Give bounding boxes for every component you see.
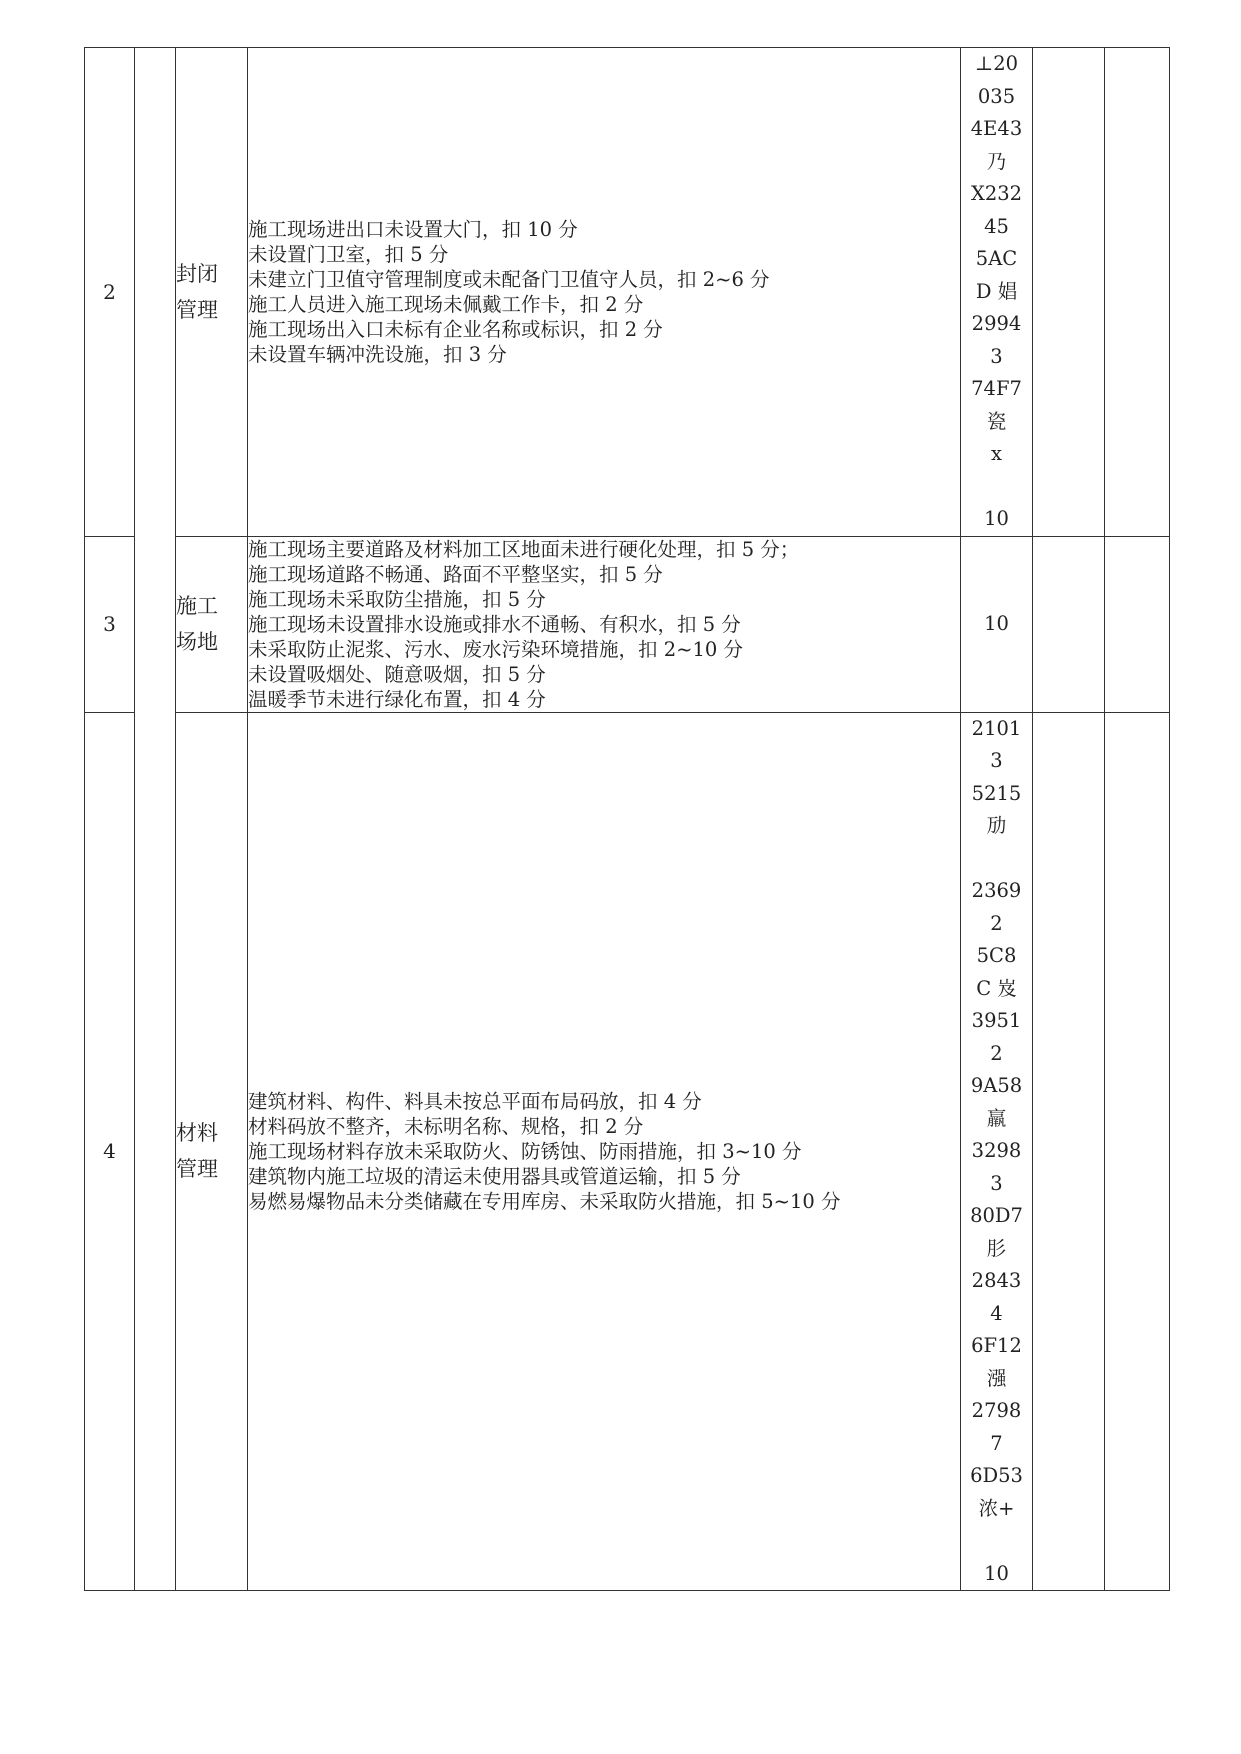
score-line: 3298 xyxy=(971,1139,1022,1162)
standard-line: 施工人员进入施工现场未佩戴工作卡，扣 2 分 xyxy=(248,292,644,316)
score-cell xyxy=(961,48,1033,537)
score-line: 羸 xyxy=(986,1106,1007,1130)
score-line: ⊥20 xyxy=(974,52,1019,75)
score-line: 10 xyxy=(984,611,1009,635)
score-cell xyxy=(961,712,1033,1591)
standard-line: 施工现场主要道路及材料加工区地面未进行硬化处理，扣 5 分； xyxy=(248,537,800,561)
score-line: 3 xyxy=(990,344,1003,368)
score-line: D 娼 xyxy=(975,279,1018,303)
standard-line: 未采取防止泥浆、污水、废水污染环境措施，扣 2~10 分 xyxy=(248,637,743,661)
score-line: 肜 xyxy=(986,1236,1007,1260)
deducted-points-cell[interactable] xyxy=(1033,536,1105,712)
score-line: 9A58 xyxy=(970,1074,1023,1097)
row-index: 4 xyxy=(85,712,135,1591)
deduction-standards xyxy=(248,48,961,537)
score-line: 乃 xyxy=(986,149,1007,173)
table-row xyxy=(85,536,1170,712)
standard-line: 施工现场道路不畅通、路面不平整坚实，扣 5 分 xyxy=(248,562,663,586)
score-line: 10 xyxy=(984,1561,1009,1585)
deducted-points-cell[interactable] xyxy=(1033,712,1105,1591)
score-line: 035 xyxy=(977,84,1016,108)
score-line: 2369 xyxy=(971,879,1022,902)
standard-line: 施工现场未设置排水设施或排水不通畅、有积水，扣 5 分 xyxy=(248,612,741,636)
check-item-label: 施工 xyxy=(176,594,218,618)
deducted-points-cell[interactable] xyxy=(1033,48,1105,537)
score-line: 6D53 xyxy=(970,1464,1023,1487)
check-item-label: 材料 xyxy=(176,1121,218,1146)
score-line: x xyxy=(991,442,1002,465)
check-item-label: 管理 xyxy=(176,297,218,322)
score-line: 45 xyxy=(984,214,1009,238)
standard-line: 未设置车辆冲洗设施，扣 3 分 xyxy=(248,342,507,366)
check-item-label: 封闭 xyxy=(176,261,218,286)
score-line: 5C8 xyxy=(976,944,1017,967)
score-line: 2843 xyxy=(971,1269,1022,1292)
score-line: 80D7 xyxy=(970,1204,1023,1227)
merged-blank-cell xyxy=(135,48,176,1591)
standard-line: 建筑材料、构件、料具未按总平面布局码放，扣 4 分 xyxy=(248,1089,702,1113)
deduction-standards xyxy=(248,712,961,1591)
score-line: 5AC xyxy=(975,247,1018,270)
standard-line: 施工现场进出口未设置大门，扣 10 分 xyxy=(248,217,578,241)
actual-points-cell[interactable] xyxy=(1105,536,1170,712)
score-line: 瓷 xyxy=(986,409,1007,433)
score-line: 2798 xyxy=(971,1399,1022,1422)
score-line: 5215 xyxy=(971,781,1022,805)
actual-points-cell[interactable] xyxy=(1105,712,1170,1591)
score-line: 2994 xyxy=(971,312,1022,335)
standard-line: 未建立门卫值守管理制度或未配备门卫值守人员，扣 2~6 分 xyxy=(248,267,770,291)
check-item-label: 场地 xyxy=(176,630,218,654)
check-item-label: 管理 xyxy=(176,1157,218,1182)
standard-line: 未设置门卫室，扣 5 分 xyxy=(248,242,449,266)
row-index: 3 xyxy=(85,536,135,712)
score-line: 2 xyxy=(990,911,1003,935)
table-row xyxy=(85,712,1170,1591)
score-line: 漒 xyxy=(986,1366,1007,1390)
score-line: 3951 xyxy=(971,1009,1022,1032)
check-item xyxy=(176,712,248,1591)
score-line: 7 xyxy=(990,1431,1003,1455)
standard-line: 施工现场未采取防尘措施，扣 5 分 xyxy=(248,587,546,611)
score-line xyxy=(961,471,1032,504)
check-item xyxy=(176,48,248,537)
score-line: 3 xyxy=(990,1171,1003,1195)
standard-line: 材料码放不整齐，未标明名称、规格，扣 2 分 xyxy=(248,1114,644,1138)
score-line xyxy=(961,843,1032,876)
score-line: X232 xyxy=(970,182,1023,205)
standard-line: 施工现场材料存放未采取防火、防锈蚀、防雨措施，扣 3~10 分 xyxy=(248,1139,802,1163)
actual-points-cell[interactable] xyxy=(1105,48,1170,537)
score-line: 4E43 xyxy=(970,117,1023,140)
score-line: 3 xyxy=(990,749,1003,772)
score-cell xyxy=(961,536,1033,712)
score-line: 74F7 xyxy=(971,377,1022,400)
score-line: 4 xyxy=(990,1301,1003,1325)
score-line: 6F12 xyxy=(971,1334,1022,1357)
standard-line: 温暖季节未进行绿化布置，扣 4 分 xyxy=(248,687,546,711)
standard-line: 施工现场出入口未标有企业名称或标识，扣 2 分 xyxy=(248,317,663,341)
score-line: 2 xyxy=(990,1041,1003,1065)
inspection-table xyxy=(84,47,1170,1591)
score-line: 浓+ xyxy=(978,1496,1015,1520)
score-line: 劢 xyxy=(986,814,1007,837)
standard-line: 未设置吸烟处、随意吸烟，扣 5 分 xyxy=(248,662,546,686)
score-line: 2101 xyxy=(971,716,1022,740)
standard-line: 易燃易爆物品未分类储藏在专用库房、未采取防火措施，扣 5~10 分 xyxy=(248,1189,841,1213)
score-line: 10 xyxy=(984,507,1009,530)
check-item xyxy=(176,536,248,712)
score-line: C 岌 xyxy=(976,976,1017,1000)
standard-line: 建筑物内施工垃圾的清运未使用器具或管道运输，扣 5 分 xyxy=(248,1164,741,1188)
score-line xyxy=(961,1525,1032,1558)
row-index: 2 xyxy=(85,48,135,537)
table-row xyxy=(85,48,1170,537)
deduction-standards xyxy=(248,536,961,712)
